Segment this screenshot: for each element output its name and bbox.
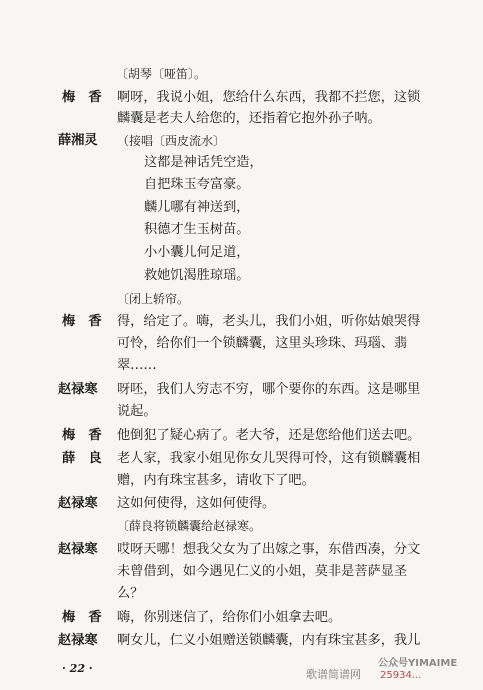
speaker-label: 赵禄寒 (58, 382, 98, 397)
dialogue-line: 翠…… (117, 358, 157, 373)
dialogue-line: 说起。 (117, 404, 157, 419)
dialogue-line: 可怜，给你们一个锁麟囊，这里头珍珠、玛瑙、翡 (117, 336, 408, 351)
speaker-label: 梅 香 (62, 314, 102, 329)
page-number: · 22 · (62, 662, 93, 675)
dialogue-line: 赠，内有珠宝甚多，请收下了吧。 (117, 473, 315, 488)
verse-line: 积德才生玉树苗。 (144, 222, 250, 237)
dialogue-line: 这如何使得，这如何使得。 (117, 496, 276, 511)
stage-direction: 〔闭上轿帘。 (117, 292, 190, 306)
verse-line: 这都是神话凭空造， (144, 155, 263, 170)
watermark-id: 25934... (380, 670, 422, 681)
dialogue-line: 得，给定了。嗨，老头儿，我们小姐，听你姑娘哭得 (117, 314, 421, 329)
speaker-label: 赵禄寒 (58, 633, 98, 648)
speaker-label: 赵禄寒 (58, 496, 98, 511)
stage-direction: （接唱〔西皮流水〕 (117, 134, 226, 148)
speaker-label: 梅 香 (62, 610, 102, 625)
verse-line: 自把珠玉夸富豪。 (144, 177, 250, 192)
dialogue-line: 麟囊是老夫人给您的，还指着它抱外孙子呐。 (117, 111, 381, 126)
dialogue-line: 啊女儿，仁义小姐赠送锁麟囊，内有珠宝甚多，我儿 (117, 633, 421, 648)
watermark-brand: 公众号YIMAIME (378, 658, 458, 669)
dialogue-line: 哎呀天哪！想我父女为了出嫁之事，东借西凑，分文 (117, 542, 421, 557)
verse-line: 麟儿哪有神送到， (144, 200, 250, 215)
speaker-label: 梅 香 (62, 90, 102, 105)
verse-line: 小小囊儿何足道， (144, 245, 250, 260)
verse-line: 救她饥渴胜琼瑶。 (144, 268, 250, 283)
speaker-label: 薛湘灵 (58, 133, 98, 148)
stage-direction: 〔薛良将锁麟囊给赵禄寒。 (117, 519, 262, 533)
speaker-label: 赵禄寒 (58, 542, 98, 557)
watermark-site: 歌谱简谱网 (306, 668, 361, 681)
dialogue-line: 呀呸，我们人穷志不穷，哪个要你的东西。这是哪里 (117, 382, 421, 397)
dialogue-line: 老人家，我家小姐见你女儿哭得可怜，这有锁麟囊相 (117, 451, 421, 466)
dialogue-line: 他倒犯了疑心病了。老大爷，还是您给他们送去吧。 (117, 428, 421, 443)
speaker-label: 薛 良 (62, 451, 102, 466)
dialogue-line: 嗨，你别迷信了，给你们小姐拿去吧。 (117, 610, 342, 625)
dialogue-line: 啊呀，我说小姐，您给什么东西，我都不拦您，这锁 (117, 90, 421, 105)
dialogue-line: 么？ (117, 586, 144, 601)
stage-direction: 〔胡琴〔哑笛〕。 (116, 67, 207, 81)
speaker-label: 梅 香 (62, 428, 102, 443)
dialogue-line: 未曾借到，如今遇见仁义的小姐，莫非是菩萨显圣 (117, 564, 408, 579)
